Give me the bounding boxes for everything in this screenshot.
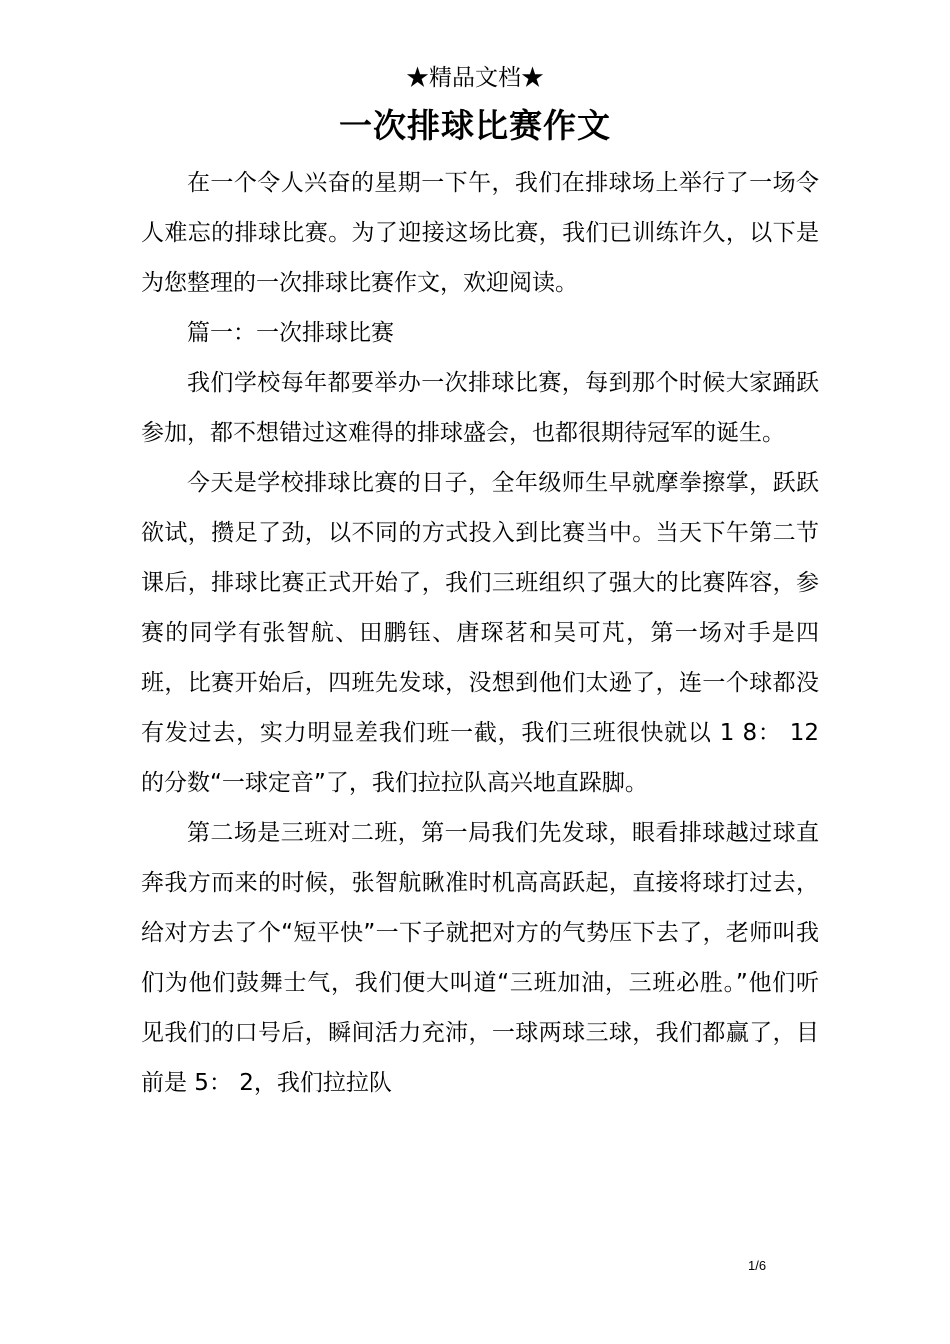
page-number: 1/6 — [748, 1258, 767, 1273]
paragraph: 第二场是三班对二班，第一局我们先发球，眼看排球越过球直奔我方而来的时候，张智航瞅准时机高高跃起，直接将球打过去，给对方去了个“短平快”一下子就把对方的气势压下去了，老师叫我们为他们鼓舞士气，我们便大叫道“三班加油，三班必胜。”他们听见我们的口号后，瞬间活力充沛，一球两球三球，我们都赢了，目前是 5： 2，我们拉拉队 — [141, 820, 819, 1096]
paragraph: 今天是学校排球比赛的日子，全年级师生早就摩拳擦掌，跃跃欲试，攒足了劲，以不同的方式投入到比赛当中。当天下午第二节课后，排球比赛正式开始了，我们三班组织了强大的比赛阵容，参赛的同学有张智航、田鹏钰、唐琛茗和吴可芃，第一场对手是四班，比赛开始后，四班先发球，没想到他们太逊了，连一个球都没有发过去，实力明显差我们班一截，我们三班很快就以 1 8： 12 的分数“一球定音”了，我们拉拉队高兴地直跺脚。 — [141, 470, 819, 796]
paragraph-intro: 在一个令人兴奋的星期一下午，我们在排球场上举行了一场令人难忘的排球比赛。为了迎接这场比赛，我们已训练许久，以下是为您整理的一次排球比赛作文，欢迎阅读。 — [141, 170, 819, 296]
header-mark: ★精品文档★ — [406, 65, 544, 91]
document-title: 一次排球比赛作文 — [339, 106, 611, 145]
section-heading: 篇一：一次排球比赛 — [187, 320, 394, 346]
document-body — [141, 158, 819, 1108]
paragraph: 我们学校每年都要举办一次排球比赛，每到那个时候大家踊跃参加，都不想错过这难得的排球盛会，也都很期待冠军的诞生。 — [141, 370, 819, 446]
